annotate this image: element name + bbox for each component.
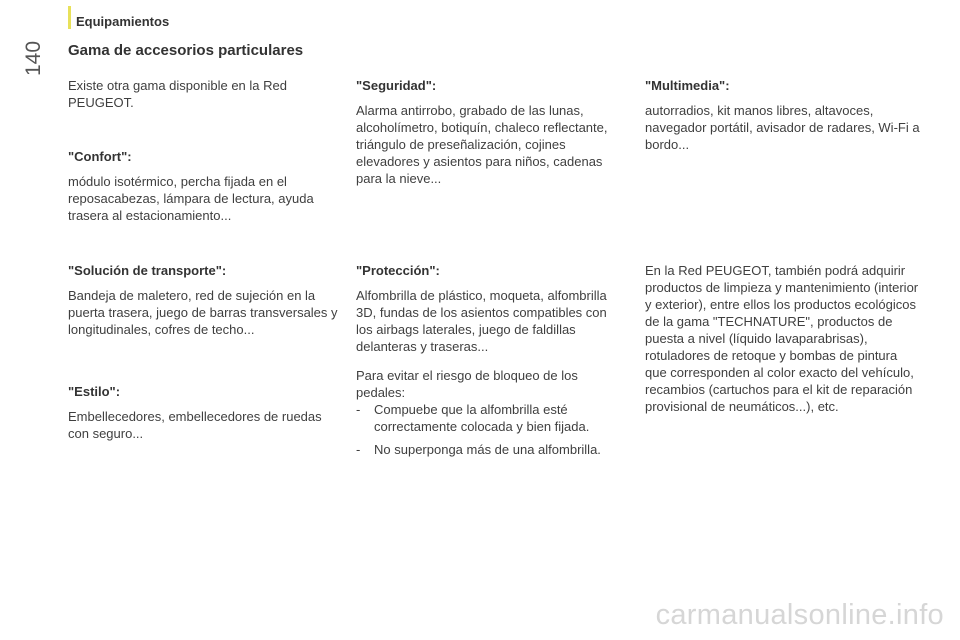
warning-block [356, 367, 616, 458]
intro-text: Existe otra gama disponible en la Red PEUGEOT. [68, 78, 287, 110]
network-text: En la Red PEUGEOT, también podrá adquirir productos de limpieza y mantenimiento (interior y exterior), entre ellos los productos ecológicos de la gama "TECHNATURE", productos de puesta a nivel (líquido lavaparabrisas), rotuladores de retoque y bombas de pintura que corresponden al color exacto del vehículo, recambios (cartuchos para el kit de reparación provisional de neumáticos...), etc. [645, 263, 919, 414]
seguridad-block [356, 77, 626, 187]
seguridad-text: Alarma antirrobo, grabado de las lunas, alcoholímetro, botiquín, chaleco reflectante, triángulo de preseñalización, cojines elevadores y asientos para niños, cadenas para la nieve... [356, 103, 608, 186]
bullet-dash: - [356, 442, 361, 457]
bullet-dash: - [356, 402, 361, 417]
intro-block [68, 77, 338, 111]
seguridad-heading: "Seguridad": [356, 78, 437, 93]
estilo-block [68, 383, 338, 442]
section-label: Equipamientos [76, 14, 170, 29]
multimedia-heading: "Multimedia": [645, 78, 730, 93]
warning-bullet [356, 401, 616, 435]
confort-heading: "Confort": [68, 149, 132, 164]
multimedia-block [645, 77, 920, 153]
confort-text: módulo isotérmico, percha fijada en el reposacabezas, lámpara de lectura, ayuda trasera al estacionamiento... [68, 174, 314, 223]
transporte-heading: "Solución de transporte": [68, 263, 227, 278]
proteccion-text: Alfombrilla de plástico, moqueta, alfombrilla 3D, fundas de los asientos compatibles con los airbags laterales, juego de faldillas delanteras y traseras... [356, 288, 607, 354]
proteccion-block [356, 262, 626, 355]
transporte-text: Bandeja de maletero, red de sujeción en la puerta trasera, juego de barras transversales y longitudinales, cofres de techo... [68, 288, 338, 337]
bullet-text: Compuebe que la alfombrilla esté correctamente colocada y bien fijada. [374, 402, 590, 434]
warning-bullet [356, 441, 616, 458]
proteccion-heading: "Protección": [356, 263, 440, 278]
section-accent-bar [68, 6, 71, 29]
network-block [645, 262, 920, 415]
confort-block [68, 148, 338, 224]
watermark-text: carmanualsonline.info [655, 599, 944, 631]
page-title: Gama de accesorios particulares [68, 42, 304, 59]
warning-intro: Para evitar el riesgo de bloqueo de los pedales: [356, 368, 578, 400]
transporte-block [68, 262, 343, 338]
estilo-text: Embellecedores, embellecedores de ruedas con seguro... [68, 409, 322, 441]
multimedia-text: autorradios, kit manos libres, altavoces, navegador portátil, avisador de radares, Wi-Fi a bordo... [645, 103, 920, 152]
estilo-heading: "Estilo": [68, 384, 121, 399]
page-number: 140 [22, 40, 45, 76]
bullet-text: No superponga más de una alfombrilla. [374, 442, 601, 457]
